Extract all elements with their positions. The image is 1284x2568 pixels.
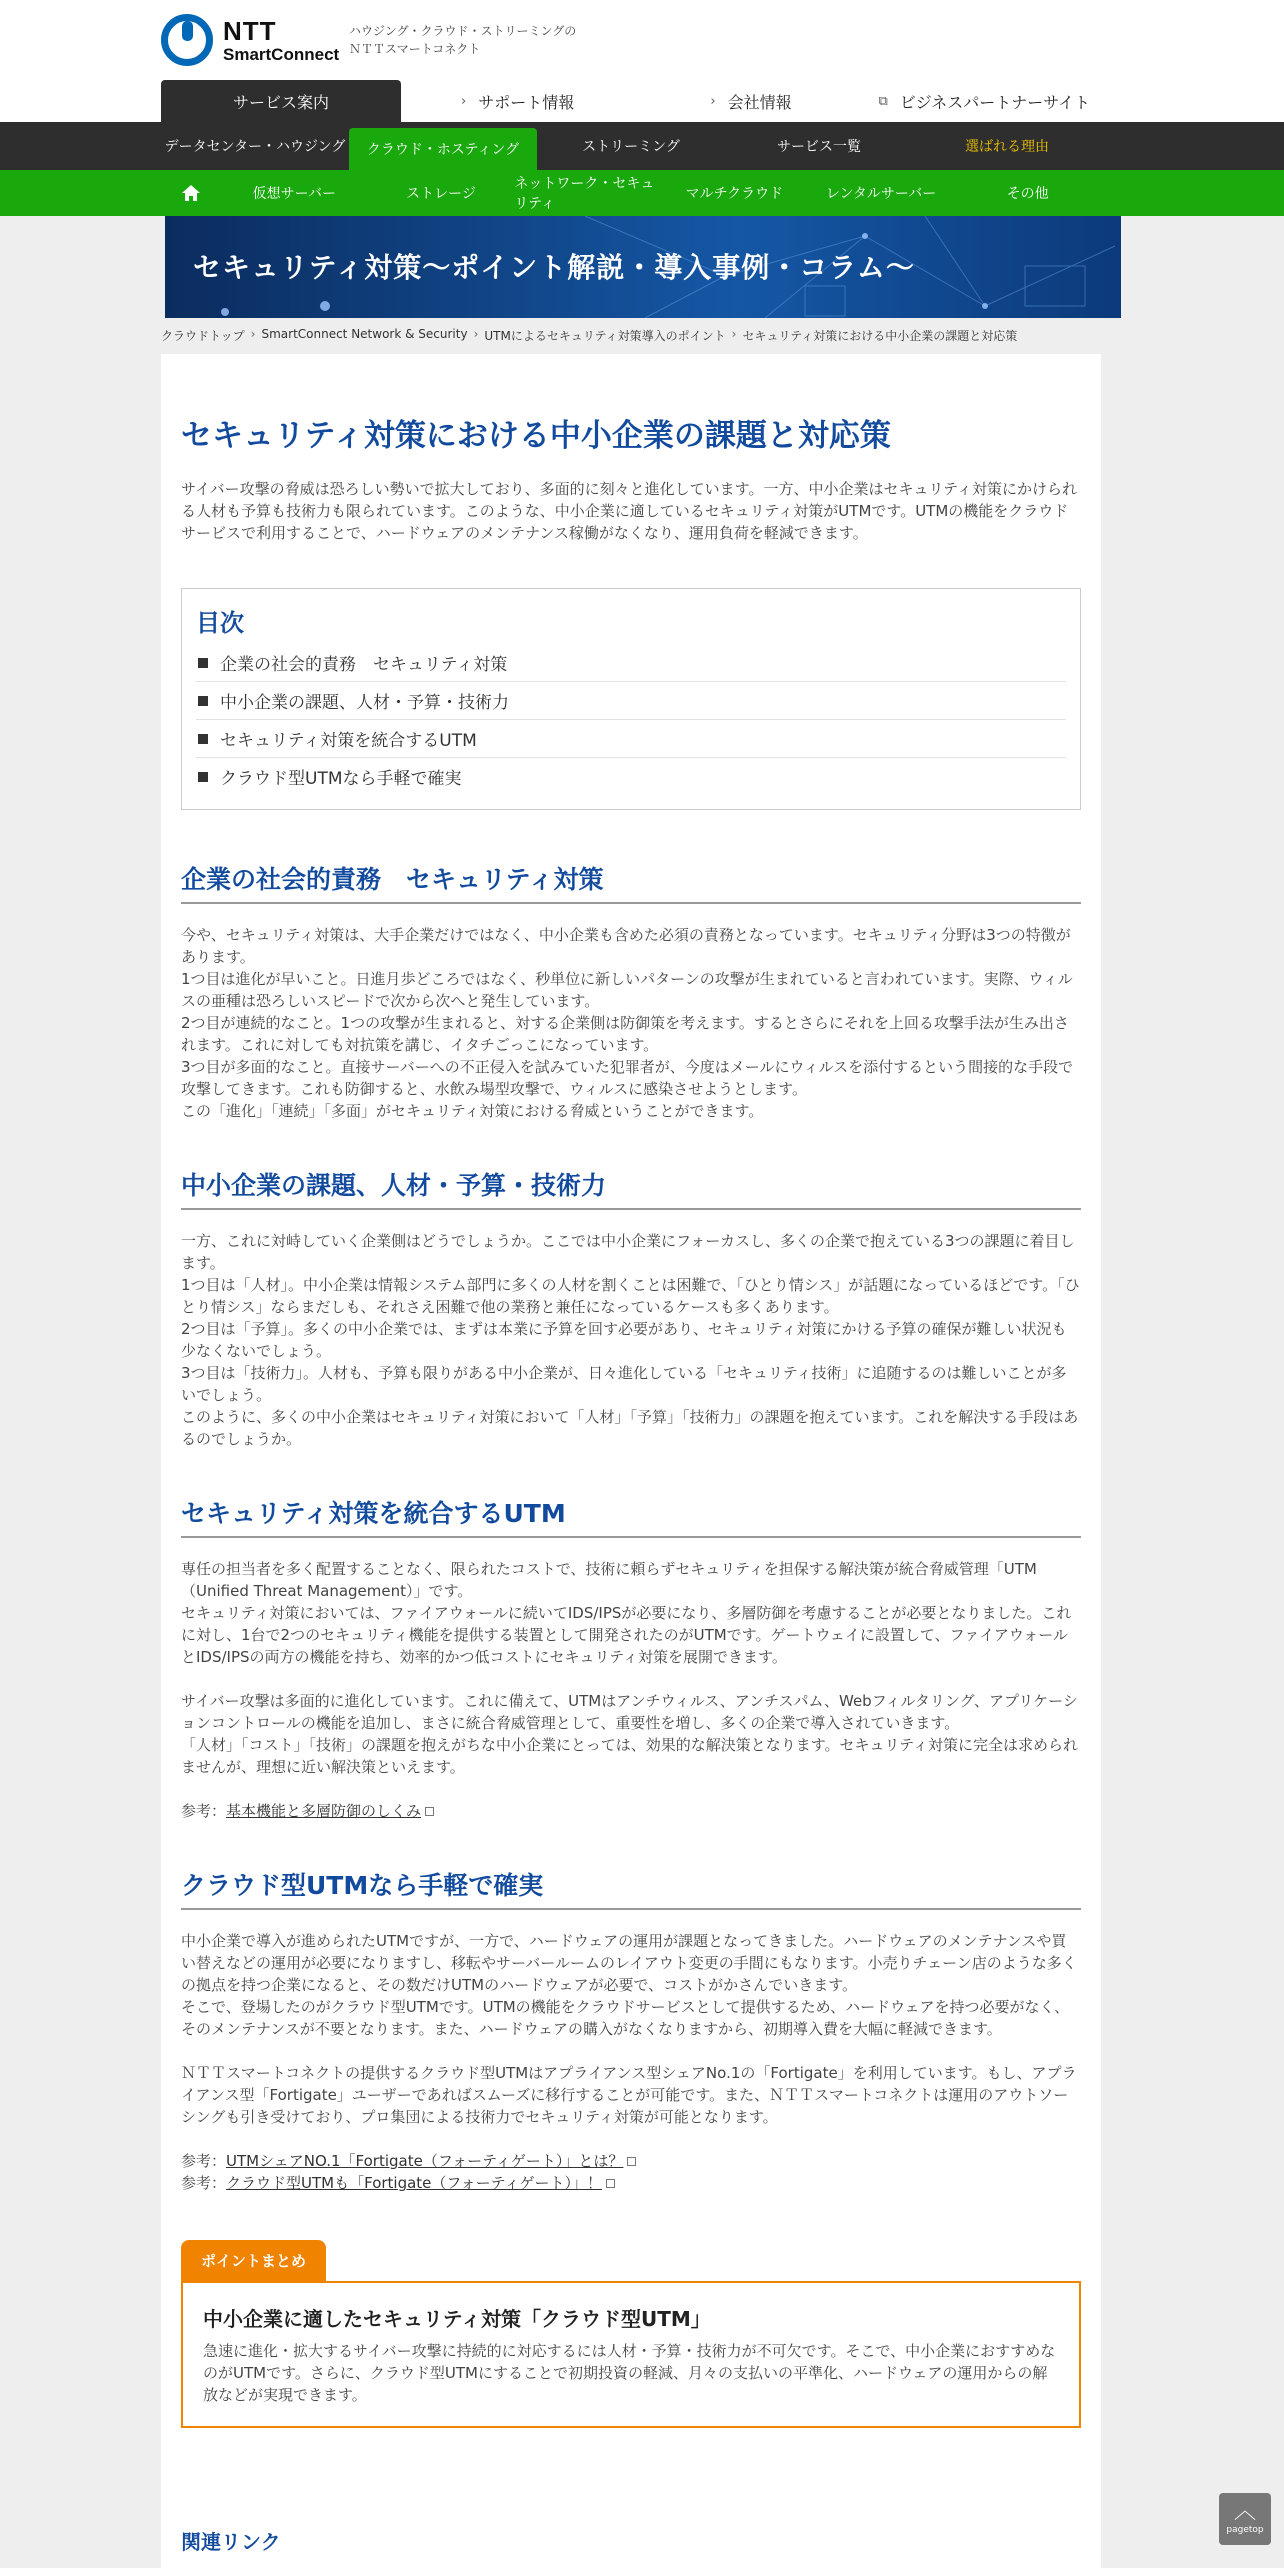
chevron-right-icon: › xyxy=(710,93,716,109)
main-nav xyxy=(161,80,1101,122)
main-nav-services[interactable] xyxy=(161,80,401,122)
paragraph: 1つ目は進化が早いこと。日進月歩どころではなく、秒単位に新しいパターンの攻撃が生まれていると言われています。実際、ウィルスの亜種は恐ろしいスピードで次から次へと発生しています。 xyxy=(181,970,1073,1010)
logo-ntt-text: NTT xyxy=(223,15,277,46)
reference-link[interactable]: UTMシェアNO.1「Fortigate（フォーティゲート）」とは？ xyxy=(226,2152,624,2170)
site-header xyxy=(0,0,1284,122)
reference-prefix: 参考： xyxy=(181,2152,227,2170)
pagetop-label: pagetop xyxy=(1226,2525,1264,2535)
sub-nav-streaming[interactable]: ストリーミング xyxy=(582,139,680,155)
section-heading: 中小企業の課題、人材・予算・技術力 xyxy=(181,1166,1081,1210)
square-bullet-icon xyxy=(198,658,208,668)
breadcrumb-item[interactable]: SmartConnect Network & Security xyxy=(261,327,468,341)
breadcrumb-separator-icon: › xyxy=(250,327,256,341)
point-summary-label: ポイントまとめ xyxy=(181,2240,326,2281)
sub-nav-cloud[interactable]: クラウド・ホスティング xyxy=(349,128,537,170)
reference-prefix: 参考： xyxy=(181,2174,227,2192)
category-nav-multicloud[interactable]: マルチクラウド xyxy=(685,186,784,202)
toc-item[interactable] xyxy=(196,758,1066,795)
section-body xyxy=(181,1690,1081,1778)
sub-nav xyxy=(0,122,1284,170)
logo-smartconnect-text: SmartConnect xyxy=(223,44,340,64)
toc-item-label: 中小企業の課題、人材・予算・技術力 xyxy=(220,693,509,713)
reference-prefix: 参考： xyxy=(181,1802,227,1820)
toc-item-label: 企業の社会的責務 セキュリティ対策 xyxy=(220,655,508,675)
toc-item-label: クラウド型UTMなら手軽で確実 xyxy=(220,769,462,789)
point-summary-box xyxy=(181,2281,1081,2428)
sub-nav-reasons[interactable]: 選ばれる理由 xyxy=(965,139,1049,155)
page-title: セキュリティ対策における中小企業の課題と対応策 xyxy=(181,418,891,454)
banner-title: セキュリティ対策～ポイント解説・導入事例・コラム～ xyxy=(193,251,915,284)
section-body xyxy=(181,1230,1081,1450)
section-heading: 企業の社会的責務 セキュリティ対策 xyxy=(181,860,1081,904)
chevron-up-icon: ︿ xyxy=(1233,2499,1256,2524)
section-heading: セキュリティ対策を統合するUTM xyxy=(181,1494,1081,1538)
breadcrumb-separator-icon: › xyxy=(473,327,479,341)
toc-item[interactable] xyxy=(196,644,1066,682)
section-heading: クラウド型UTMなら手軽で確実 xyxy=(181,1866,1081,1910)
category-nav-network-security[interactable]: ネットワーク・セキュリティ xyxy=(514,176,655,212)
paragraph: 2つ目は「予算」。多くの中小企業では、まずは本業に予算を回す必要があり、セキュリティ対策にかける予算の確保が難しい状況も少なくないでしょう。 xyxy=(181,1320,1067,1360)
table-of-contents xyxy=(181,588,1081,810)
paragraph: 「人材」「コスト」「技術」の課題を抱えがちな中小企業にとっては、効果的な解決策となります。セキュリティ対策に完全は求められませんが、理想に近い解決策といえます。 xyxy=(181,1736,1079,1776)
tagline-line1: ハウジング・クラウド・ストリーミングの xyxy=(349,24,577,38)
reference-line xyxy=(181,2150,1081,2172)
category-nav-storage[interactable]: ストレージ xyxy=(406,186,476,202)
paragraph: 3つ目が多面的なこと。直接サーバーへの不正侵入を試みていた犯罪者が、今度はメールにウィルスを添付するという間接的な手段で攻撃してきます。これも防御すると、水飲み場型攻撃で、ウィルスに感染させようとします。 xyxy=(181,1058,1074,1098)
section-body xyxy=(181,1930,1081,2040)
reference-link[interactable]: 基本機能と多層防御のしくみ xyxy=(226,1802,422,1820)
toc-title: 目次 xyxy=(196,609,244,637)
paragraph: ＮＴＴスマートコネクトの提供するクラウド型UTMはアプライアンス型シェアNo.1の「Fortigate」を利用しています。もし、アプライアンス型「Fortigate」ユーザーであればスムーズに移行することが可能です。また、ＮＴＴスマートコネクトは運用のアウトソーシングも引き受けており、プロ集団による技術力でセキュリティ対策が可能となります。 xyxy=(181,2064,1077,2126)
paragraph: この「進化」「連続」「多面」がセキュリティ対策における脅威ということができます。 xyxy=(181,1102,764,1120)
paragraph: 3つ目は「技術力」。人材も、予算も限りがある中小企業が、日々進化している「セキュリティ技術」に追随するのは難しいことが多いでしょう。 xyxy=(181,1364,1067,1404)
breadcrumb-item[interactable]: UTMによるセキュリティ対策導入のポイント xyxy=(484,329,726,343)
category-nav-other[interactable]: その他 xyxy=(1006,186,1049,202)
chevron-right-icon: › xyxy=(461,93,467,109)
reference-line xyxy=(181,2172,1081,2194)
paragraph: 中小企業で導入が進められたUTMですが、一方で、ハードウェアの運用が課題となってきました。ハードウェアのメンテナンスや買い替えなどの運用が必要になりますし、移転やサーバールームのレイアウト変更の手間にもなります。小売りチェーン店のような多くの拠点を持つ企業になると、その数だけUTMのハードウェアが必要で、コストがかさんでいきます。 xyxy=(181,1932,1077,1994)
main-nav-company[interactable] xyxy=(634,80,867,122)
point-summary-text: 急速に進化・拡大するサイバー攻撃に持続的に対応するには人材・予算・技術力が不可欠です。そこで、中小企業におすすめなのがUTMです。さらに、クラウド型UTMにすることで初期投資の軽減、月々の支払いの平準化、ハードウェアの運用からの解放などが実現できます。 xyxy=(203,2342,1056,2404)
sub-nav-service-list[interactable]: サービス一覧 xyxy=(777,139,861,155)
ntt-logo-icon xyxy=(161,14,213,66)
breadcrumb-current: セキュリティ対策における中小企業の課題と対応策 xyxy=(742,329,1018,343)
square-bullet-icon xyxy=(198,696,208,706)
paragraph: 1つ目は「人材」。中小企業は情報システム部門に多くの人材を割くことは困難で、「ひとり情シス」が話題になっているほどです。「ひとり情シス」ならまだしも、それさえ困難で他の業務と兼任になっているケースも多くあります。 xyxy=(181,1276,1080,1316)
point-summary xyxy=(181,2240,1081,2428)
main-nav-partner-label: ビジネスパートナーサイト xyxy=(899,92,1091,112)
toc-item[interactable] xyxy=(196,682,1066,720)
reference-line xyxy=(181,1800,1081,1822)
paragraph: 専任の担当者を多く配置することなく、限られたコストで、技術に頼らずセキュリティを担保する解決策が統合脅威管理「UTM（Unified Threat Management）」です。 xyxy=(181,1560,1037,1600)
paragraph: 2つ目が連続的なこと。1つの攻撃が生まれると、対する企業側は防御策を考えます。するとさらにそれを上回る攻撃手法が生み出されます。これに対しても対抗策を講じ、イタチごっこになっています。 xyxy=(181,1014,1069,1054)
paragraph: サイバー攻撃は多面的に進化しています。これに備えて、UTMはアンチウィルス、アンチスパム、Webフィルタリング、アプリケーションコントロールの機能を追加し、まさに統合脅威管理として、重要性を増し、多くの企業で導入されていきます。 xyxy=(181,1692,1078,1732)
sub-nav-datacenter[interactable]: データセンター・ハウジング xyxy=(164,139,346,155)
category-nav-rental-server[interactable]: レンタルサーバー xyxy=(825,186,937,202)
page-banner xyxy=(165,216,1121,318)
pagetop-button[interactable] xyxy=(1219,2493,1271,2545)
toc-item-label: セキュリティ対策を統合するUTM xyxy=(220,731,477,751)
toc-item[interactable] xyxy=(196,720,1066,758)
paragraph: セキュリティ対策においては、ファイアウォールに続いてIDS/IPSが必要になり、多層防御を考慮することが必要となりました。これに対し、1台で2つのセキュリティ機能を提供する装置として開発されたのがUTMです。ゲートウェイに設置して、ファイアウォールとIDS/IPSの両方の機能を持ち、効率的かつ低コストにセキュリティ対策を展開できます。 xyxy=(181,1604,1072,1666)
paragraph: 一方、これに対峙していく企業側はどうでしょうか。ここでは中小企業にフォーカスし、多くの企業で抱えている3つの課題に着目します。 xyxy=(181,1232,1075,1272)
tagline-line2: ＮＴＴスマートコネクト xyxy=(349,42,481,56)
section-body xyxy=(181,1558,1081,1668)
main-nav-partner[interactable] xyxy=(868,80,1101,122)
external-window-icon: ⧉ xyxy=(878,93,888,109)
breadcrumb-item[interactable]: クラウドトップ xyxy=(161,329,245,343)
article-content xyxy=(161,354,1101,2568)
category-nav xyxy=(0,170,1284,216)
paragraph: 今や、セキュリティ対策は、大手企業だけではなく、中小企業も含めた必須の責務となっています。セキュリティ分野は3つの特徴があります。 xyxy=(181,926,1071,966)
home-icon[interactable] xyxy=(161,170,221,216)
related-links-heading: 関連リンク xyxy=(181,2530,281,2554)
external-link-icon xyxy=(627,2157,636,2166)
square-bullet-icon xyxy=(198,772,208,782)
breadcrumb-separator-icon: › xyxy=(731,327,737,341)
category-nav-virtual-server[interactable]: 仮想サーバー xyxy=(252,186,336,202)
paragraph: このように、多くの中小企業はセキュリティ対策において「人材」「予算」「技術力」の課題を抱えています。これを解決する手段はあるのでしょうか。 xyxy=(181,1408,1079,1448)
square-bullet-icon xyxy=(198,734,208,744)
section-body xyxy=(181,924,1081,1122)
tagline xyxy=(349,22,576,58)
point-summary-title: 中小企業に適したセキュリティ対策「クラウド型UTM」 xyxy=(203,2307,711,2331)
ntt-logo[interactable] xyxy=(161,14,339,66)
main-nav-support[interactable] xyxy=(401,80,634,122)
paragraph: そこで、登場したのがクラウド型UTMです。UTMの機能をクラウドサービスとして提供するため、ハードウェアを持つ必要がなく、そのメンテナンスが不要となります。また、ハードウェアの購入がなくなりますから、初期導入費を大幅に軽減できます。 xyxy=(181,1998,1070,2038)
reference-list xyxy=(181,2150,1081,2194)
main-nav-company-label: 会社情報 xyxy=(727,92,792,112)
external-link-icon xyxy=(606,2179,615,2188)
article-lead: サイバー攻撃の脅威は恐ろしい勢いで拡大しており、多面的に刻々と進化しています。一方、中小企業はセキュリティ対策にかけられる人材も予算も技術力も限られています。このような、中小企業に適しているセキュリティ対策がUTMです。UTMの機能をクラウドサービスで利用することで、ハードウェアのメンテナンス稼働がなくなり、運用負荷を軽減できます。 xyxy=(181,480,1077,542)
reference-link[interactable]: クラウド型UTMも「Fortigate（フォーティゲート）」！ xyxy=(226,2174,602,2192)
breadcrumb xyxy=(161,327,1017,344)
main-nav-support-label: サポート情報 xyxy=(478,92,575,112)
main-nav-services-label: サービス案内 xyxy=(232,92,329,112)
external-link-icon xyxy=(425,1807,434,1816)
